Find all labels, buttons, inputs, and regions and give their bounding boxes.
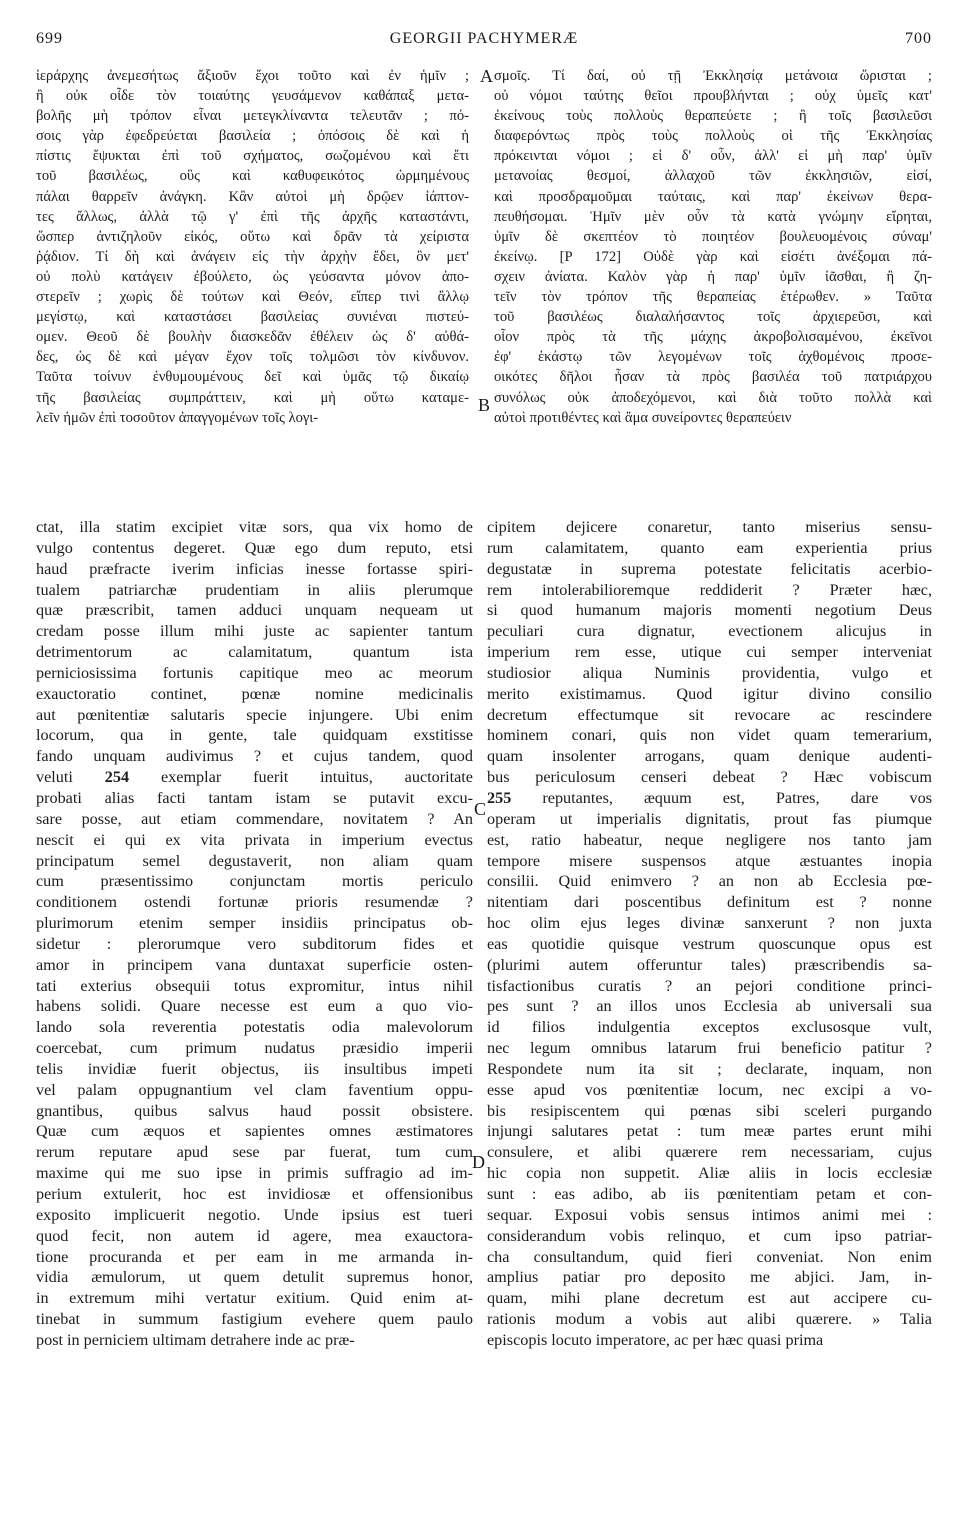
text-line: consulere, et alibi quærere rem necessariam, cujus (487, 1143, 932, 1162)
text-line: ῥᾴδιον. Τί δὴ καὶ ἀνάγειν εἰς τὴν ἀρχὴν ἔδει, ὃν μετ' (36, 248, 469, 265)
text-line: λεῖν ἡμῶν ἐπὶ τοσοῦτον ἀπαγγομένων τοῖς λογι- (36, 409, 319, 426)
text-line: nitentiam dari poscentibus definitum est ? nonne (487, 893, 932, 912)
text-line: μεγίστῳ, καὶ καταστάσει βασιλείας συνιέναι πιστεύ- (36, 309, 469, 326)
text-line: συνόλως οὐκ ἀποδεχόμενοι, καὶ διὰ τοῦτο πολλὰ καὶ (494, 389, 932, 406)
running-header (36, 30, 932, 56)
text-line: in extremum mihi vertatur exitium. Quid enim at- (36, 1289, 473, 1308)
text-line: τοῦ βασιλέως, οὓς καὶ καθυφεικότος ὡρμημένους (36, 168, 469, 185)
text-line: post in perniciem ultimam detrahere inde ac præ- (36, 1330, 355, 1349)
running-title: GEORGII PACHYMERÆ (389, 30, 579, 47)
text-line: aut pœnitentiæ salutaris specie injungere. Ubi enim (36, 705, 473, 724)
text-line: est, ratio habeatur, neque negligere nos tanto jam (487, 830, 932, 849)
text-line: vulgo contentus degeret. Quæ ego dum reputo, etsi (36, 538, 473, 557)
text-line: consilii. Quid enimvero ? an non ab Ecclesia pœ- (487, 872, 932, 891)
text-line: sare posse, aut etiam commendare, novitatem ? An (36, 809, 473, 828)
text-line: perniciosissima fortunis capitique meo ac meorum (36, 663, 473, 682)
text-line: conditionem ostendi fortunæ prioris resumendæ ? (36, 893, 473, 912)
text-line: cha consultandum, quid fieri conveniat. Non enim (487, 1247, 932, 1266)
text-line: hic copia non suppetit. Aliæ aliis in locis ecclesiæ (487, 1164, 932, 1183)
text-line: vidia æmulorum, ut quem detulit supremus honor, (36, 1268, 473, 1287)
text-line: πίστις ἔψυκται ἐπὶ τοῦ σχήματος, σωζομένου καὶ ἔτι (36, 148, 469, 165)
text-line: quam, mihi plane decretum est aut accipere cu- (487, 1289, 932, 1308)
text-line: degustatæ in suprema potestate felicitatis acerbio- (487, 559, 932, 578)
page-number-left: 699 (36, 30, 63, 47)
text-line: cum præsentissimo conjunctam mortis periculo (36, 872, 473, 891)
text-line: detrimentorum ac calamitatum, quantum ista (36, 643, 473, 662)
text-line: ἱεράρχης ἀνεμεσήτως ἄξιοῦν ἔχοι τοῦτο καὶ ἐν ἡμῖν ; (36, 68, 469, 84)
text-line: vel palam oppugnantium vel clam faventium oppu- (36, 1080, 473, 1099)
text-line: credam posse illum mihi juste ac sapienter tantum (36, 622, 473, 641)
text-line: πρόκεινται νόμοι ; εἰ δ' οὖν, ἀλλ' εἰ μὴ παρ' ὑμῖν (494, 148, 932, 165)
text-line: σχειν ἀνίατα. Καλὸν γὰρ ἡ παρ' ὑμῖν ἰᾶσθαι, ἢ ζη- (494, 268, 932, 285)
text-line: σμοῖς. Τί δαί, οὐ τῇ Ἐκκλησίᾳ μετάνοια ὥρισται ; (494, 68, 932, 84)
text-line: decretum effectumque sit revocare ac rescindere (487, 705, 932, 724)
text-line: τεῖν τὸν τρόπον τῆς θεραπείας ἑτέρωθεν. » Ταῦτα (494, 289, 932, 306)
text-line: haud præfracte iverim inficias inesse fortasse spiri- (36, 559, 473, 578)
text-line: μετανοίας θεσμοί, ἀλλαχοῦ τῶν ἐκκλησιῶν, εἰσί, (494, 168, 932, 185)
text-line: exposito implicuerit negotio. Unde ipsius est tueri (36, 1205, 473, 1224)
text-line: rum calamitatem, quanto eam experientia prius (487, 538, 932, 557)
text-line: gnantibus, quibus salvus haud possit obsistere. (36, 1101, 473, 1120)
text-line: quod fecit, non autem id agere, mea exauctora- (36, 1226, 473, 1245)
text-line: peculiari cura dignatur, evectionem alicujus in (487, 622, 932, 641)
text-line: veluti 254 exemplar fuerit intuitus, auctoritate (36, 768, 473, 787)
text-line: οὐ πολὺ κατάγειν ἐβούλετο, ὡς γεύσαντα μόνον ἀπο- (36, 268, 469, 285)
text-line: amor in principem vana duntaxat superficie osten- (36, 955, 473, 974)
text-line: telis invidiæ fuerit objectus, iis insultibus impeti (36, 1059, 473, 1078)
text-line: οικότες δῆλοι ἦσαν τὰ πρὸς βασιλέα τοῦ πατριάρχου (494, 369, 932, 386)
text-line: ἐκείνους τοὺς πολλοὺς θεραπεύετε ; ἢ τοῖς βασιλεῦσι (494, 108, 932, 125)
text-line: studiosior aliqua Numinis providentia, vulgo et (487, 663, 932, 682)
text-line: tempore misere suspensos atque æstuantes inopia (487, 851, 932, 870)
text-line: rationis modum a vobis aut alibi quærere. » Talia (487, 1310, 932, 1329)
text-line: sidetur : plerorumque vero subditorum fides et (36, 934, 473, 953)
text-line: ἐφ' ἑκάστῳ τῶν λεγομένων τοῖς ἀχθομένοις προσε- (494, 349, 932, 366)
text-line: perium extulerit, hoc est invidiosæ et offensionibus (36, 1185, 473, 1203)
text-line: si quod humanum majoris momenti negotium Deus (487, 601, 932, 620)
text-line: rem intolerabilioremque reddiderit ? Præter hæc, (487, 580, 932, 599)
text-line: considerandum vobis relinquo, et cum ipso patriar- (487, 1226, 932, 1245)
text-line: σοις γὰρ ἐφεδρεύεται βασιλεία ; ὁπόσοις δὲ καὶ ἡ (36, 128, 469, 145)
text-line: hoc olim ejus leges divinæ sanxerunt ? non juxta (487, 914, 932, 933)
text-line: τοῦ βασιλέως διαλαλήσαντος τοῖς ἀρχιερεῦσι, καὶ (494, 309, 932, 326)
latin-text-left-column (36, 517, 473, 1351)
text-line: δες, ὡς δὲ καὶ μέγαν ἔχον τοῖς τολμῶσι τὸν κίνδυνον. (36, 349, 469, 366)
text-line: injungi salutares petat : tum meæ partes erunt mihi (487, 1122, 932, 1141)
text-line: pes sunt ? an illos unos Ecclesia ab universali sua (487, 997, 932, 1016)
text-line: καὶ προσδραμοῦμαι ταύταις, καὶ παρ' ἐκείνων θερα- (494, 188, 932, 205)
text-line: βολῆς μὴ τρόπον εἶναι μετεγκλίναντα τελευτᾶν ; πό- (36, 108, 469, 125)
text-line: lando sola reverentia potestatis odia malevolorum (36, 1018, 473, 1037)
text-line: nescit ei qui ex vita privata in imperium evectus (36, 830, 473, 849)
text-line: esse apud vos pœnitentiæ locum, nec excipi a vo- (487, 1080, 932, 1099)
text-line: ομεν. Θεοῦ δὲ βουλὴν διασκεδᾶν ἐθέλειν ὡς δ' αὐθά- (36, 329, 469, 346)
text-line: οὐ νόμοι ταύτης θεῖοι προυβλήνται ; οὐχ ὑμεῖς κατ' (494, 88, 932, 105)
text-line: imperium rem esse, utique cui semper interveniat (487, 643, 932, 662)
text-line: 255 reputantes, æquum est, Patres, dare vos (487, 788, 932, 807)
text-line: ὥσπερ ἀντιζηλοῦν εἰκός, οὕτω καὶ δρᾶν τὰ χείριστα (36, 228, 469, 245)
column-page-marker: 255 (487, 788, 512, 807)
text-line: coercebat, cum primum nudatus præsidio imperii (36, 1039, 473, 1058)
text-line: episcopis locuto imperatore, ac per hæc quasi prima (487, 1330, 824, 1349)
page-number-right: 700 (905, 30, 932, 47)
text-line: (plurimi autem offeruntur tales) præscribendis sa- (487, 955, 932, 974)
text-line: ἢ οὐκ οἶδε τὸν τοιαύτης γευσάμενον καθάπαξ μετα- (36, 88, 469, 105)
text-line: fando unquam audivimus ? et cujus tandem, quod (36, 747, 473, 766)
text-line: probati alias facti tantam istam se putavit excu- (36, 788, 473, 807)
text-line: habens solidi. Quare necesse est eum a quo vio- (36, 997, 473, 1016)
text-line: tisfactionibus curatis ? an pejori conditione princi- (487, 976, 932, 995)
margin-letter-d: D (472, 1152, 485, 1172)
text-line: bis resipiscentem qui pœnas sibi sceleri purgando (487, 1101, 932, 1120)
text-line: ἐκείνῳ. [P 172] Οὐδὲ γὰρ καὶ εἰσέτι ἀνέξομαι πά- (494, 248, 932, 265)
text-line: rerum reputare apud sese par fuerat, tum cum (36, 1143, 473, 1162)
text-line: plurimorum etenim semper insidiis principatus ob- (36, 914, 473, 933)
text-line: διαφερόντως πρὸς τοὺς πολλοὺς οἱ τῆς Ἐκκλησίας (494, 128, 932, 145)
latin-text-right-column (487, 517, 932, 1351)
text-line: eas quotidie quisque vestrum quoscunque opus est (487, 934, 932, 953)
text-line: τῆς βασιλείας συμπράττειν, καὶ μὴ οὕτω καταμε- (36, 389, 469, 406)
text-line: Respondete num ita sit ; declarate, inquam, non (487, 1059, 932, 1078)
text-line: operam ut imperialis dignitatis, prout fas piumque (487, 809, 932, 828)
greek-text-right-column (494, 66, 932, 428)
text-line: quam insolenter arrogans, quam denique audenti- (487, 747, 932, 766)
text-line: principatum semel degustaverit, non aliam quam (36, 851, 473, 870)
text-line: ctat, illa statim excipiet vitæ sors, qua vix homo de (36, 518, 473, 536)
text-line: amplius patiar pro deposito me abjici. Jam, in- (487, 1268, 932, 1287)
text-line: πάλαι θαρρεῖν ἀνάγκη. Κἂν αὐτοὶ μὴ δρῷεν ἰάπτον- (36, 188, 469, 205)
text-line: tione procuranda et per eam in me armanda in- (36, 1247, 473, 1266)
text-line: bus periculosum censeri debeat ? Hæc vobiscum (487, 768, 932, 787)
text-line: exauctoratio continet, pœnæ nomine medicinalis (36, 684, 473, 703)
text-line: τες ἄλλως, ἀλλὰ τῷ γ' ἐπὶ τῆς ἀρχῆς καταστάντι, (36, 208, 469, 225)
text-line: πευθήσομαι. Ἡμῖν μὲν οὖν τὰ κατὰ γνώμην εἴρηται, (494, 208, 932, 225)
text-line: ὑμῖν δὲ σκεπτέον τὸ ποιητέον βουλευομένοις σύναμ' (494, 228, 932, 245)
text-line: tati exterius obsequii totus expromitur, intus nihil (36, 976, 473, 995)
text-line: tualem patriarchæ prudentiam in aliis plerumque (36, 580, 473, 599)
text-line: locorum, qua in gente, tale quidquam exstitisse (36, 726, 473, 745)
text-line: sequar. Exposui vobis sensus intimos animi mei : (487, 1205, 932, 1224)
text-line: Ταῦτα τοίνυν ἐνθυμουμένους δεῖ καὶ ὑμᾶς τῷ δικαίῳ (36, 369, 469, 386)
text-line: cipitem dejicere conaretur, tanto miserius sensu- (487, 518, 932, 536)
margin-letter-b: B (478, 395, 491, 415)
text-line: id filios indulgentia exceptos exclusosque vult, (487, 1018, 932, 1037)
text-line: quæ præscribit, tamen adduci unquam nequeam ut (36, 601, 473, 620)
margin-letter-a: A (480, 66, 493, 86)
text-line: Quæ cum æquos et sapientes omnes æstimatores (36, 1122, 473, 1141)
text-line: αὐτοὶ προτιθέντες καὶ ἅμα συνείροντες θεραπεύειν (494, 409, 792, 426)
text-line: maxime qui me suo ipse in primis suffragio ad im- (36, 1164, 473, 1183)
column-page-marker: 254 (104, 768, 130, 787)
text-line: στερεῖν ; χωρὶς δὲ τούτων καὶ Θεόν, εἴπερ τινὶ ἄλλῳ (36, 289, 469, 306)
text-line: hominem conari, quis non videt quam temerarium, (487, 726, 932, 745)
text-line: tinebat in summum fastigium evehere quem paulo (36, 1310, 473, 1329)
greek-text-left-column (36, 66, 469, 428)
margin-letter-c: C (474, 799, 487, 819)
text-line: merito existimamus. Quod igitur divino consilio (487, 684, 932, 703)
text-line: οἷον πρὸς τὰ τῆς μάχης ἀκροβολισαμένου, ἐκεῖνοι (494, 329, 932, 346)
text-line: nec legum omnibus latarum frui beneficio patitur ? (487, 1039, 932, 1058)
text-line: sunt : eas adibo, ab iis pœnitentiam petam et con- (487, 1185, 932, 1203)
